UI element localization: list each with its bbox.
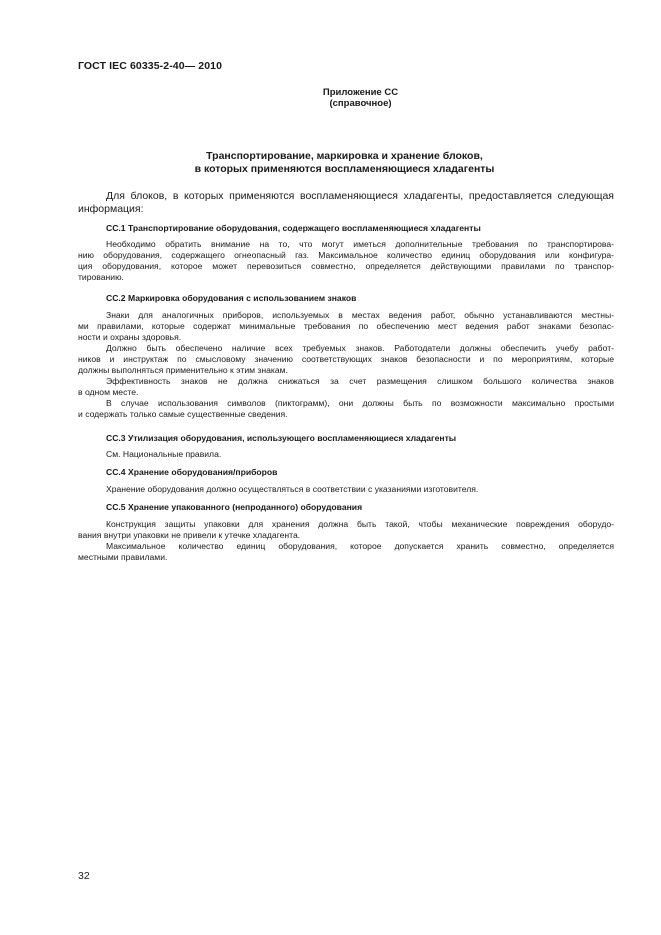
section-heading-cc4: СС.4 Хранение оборудования/приборов [106,467,278,477]
paragraph-line: Максимальное количество единиц оборудования, которое допускается хранить совместно, определяется [106,541,614,551]
paragraph-line: Конструкция защиты упаковки для хранения должна быть такой, чтобы механические повреждения оборудо- [106,519,614,529]
paragraph-line: ности и охраны здоровья. [78,332,182,342]
paragraph-line: См. Национальные правила. [106,449,222,459]
paragraph-line: в одном месте. [78,387,139,397]
paragraph-line: ников и инструктаж по смысловому значению соответствующих знаков безопасности и по мероприятиям, которые [78,354,614,364]
paragraph-line: тированию. [78,272,124,282]
document-title [0,150,661,176]
paragraph-line: Должно быть обеспечено наличие всех требуемых знаков. Работодатели должны обеспечить учебу работ- [106,343,614,353]
paragraph-line: вания внутри упаковки не привели к утечке хладагента. [78,530,301,540]
intro-line-1: Для блоков, в которых применяются воспламеняющиеся хладагенты, предоставляется следующая [106,190,614,202]
section-heading-cc2: СС.2 Маркировка оборудования с использованием знаков [106,293,357,303]
standard-code: ГОСТ IEC 60335-2-40— 2010 [78,60,223,72]
title-line-2: в которых применяются воспламеняющиеся хладагенты [194,163,495,175]
paragraph-line: ция оборудования, которое может перевозиться совместно, определяется действующими правилами по транспор- [78,261,614,271]
section-body-cc3 [78,449,614,460]
paragraph-line: В случае использования символов (пиктограмм), они должны быть по возможности максимально простыми [106,398,614,408]
paragraph-line: Эффективность знаков не должна снижаться за счет размещения слишком большого количества знаков [106,376,614,386]
paragraph-line: нию оборудования, содержащего огнеопасный газ. Максимальное количество единиц оборудования или конфигура- [78,250,614,260]
paragraph-line: должны выполняться применительно к этим знакам. [78,365,288,375]
section-body-cc1 [78,239,614,283]
annex-title: Приложение СС [322,87,399,98]
title-line-1: Транспортирование, маркировка и хранение блоков, [206,150,483,162]
paragraph-line: Хранение оборудования должно осуществляться в соответствии с указаниями изготовителя. [106,484,479,494]
paragraph-line: местными правилами. [78,552,168,562]
annex-subtitle: (справочное) [329,98,392,109]
section-body-cc2 [78,310,614,420]
intro-paragraph [78,190,614,216]
intro-line-2: информация: [78,203,144,215]
section-body-cc5 [78,519,614,563]
paragraph-line: Необходимо обратить внимание на то, что могут иметься дополнительные требования по транспортирова- [106,239,614,249]
section-heading-cc1: СС.1 Транспортирование оборудования, содержащего воспламеняющиеся хладагенты [106,223,481,233]
section-body-cc4 [78,484,614,495]
paragraph-line: Знаки для аналогичных приборов, используемых в местах ведения работ, обычно устанавливаются местны- [106,310,614,320]
page-number: 32 [78,870,90,882]
paragraph-line: и содержать только самые существенные сведения. [78,409,288,419]
paragraph-line: ми правилами, которые содержат минимальные требования по обеспечению мест ведения работ знаками безопас- [78,321,614,331]
section-heading-cc3: СС.3 Утилизация оборудования, использующего воспламеняющиеся хладагенты [106,433,457,443]
section-heading-cc5: СС.5 Хранение упакованного (непроданного) оборудования [106,502,363,512]
